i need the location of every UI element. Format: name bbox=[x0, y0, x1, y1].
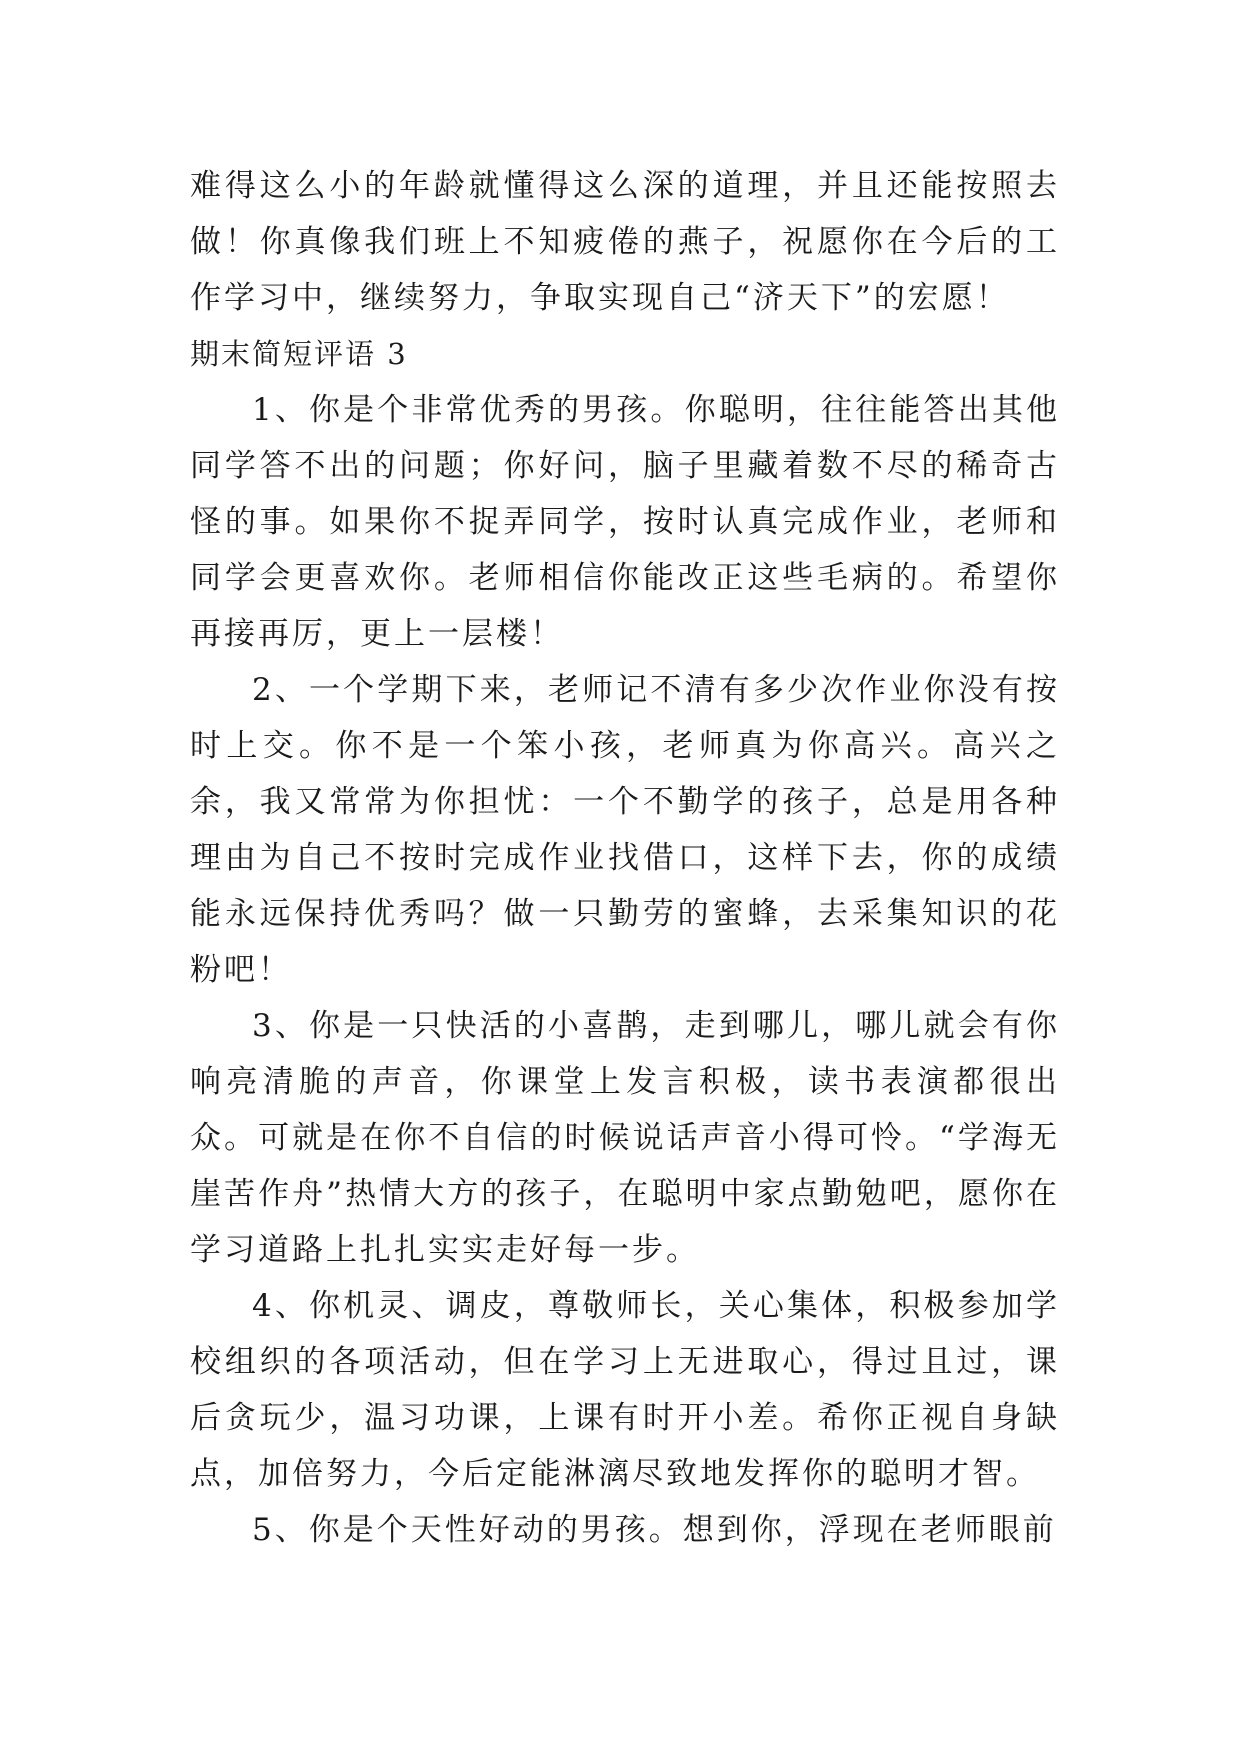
comment-item-1: 1、你是个非常优秀的男孩。你聪明，往往能答出其他同学答不出的问题；你好问，脑子里藏着数不尽的稀奇古怪的事。如果你不捉弄同学，按时认真完成作业，老师和同学会更喜欢你。老师相信你能改正这些毛病的。希望你再接再厉，更上一层楼！ bbox=[190, 392, 1060, 652]
comment-item-5: 5、你是个天性好动的男孩。想到你，浮现在老师眼前 bbox=[252, 1512, 1057, 1548]
intro-paragraph: 难得这么小的年龄就懂得这么深的道理，并且还能按照去做！你真像我们班上不知疲倦的燕子，祝愿你在今后的工作学习中，继续努力，争取实现自己“济天下”的宏愿！ bbox=[190, 168, 1060, 316]
comment-item-3: 3、你是一只快活的小喜鹊，走到哪儿，哪儿就会有你响亮清脆的声音，你课堂上发言积极，读书表演都很出众。可就是在你不自信的时候说话声音小得可怜。“学海无崖苦作舟”热情大方的孩子，在聪明中家点勤勉吧，愿你在学习道路上扎扎实实走好每一步。 bbox=[190, 1008, 1060, 1268]
document-body bbox=[190, 158, 1060, 1558]
comment-item-2: 2、一个学期下来，老师记不清有多少次作业你没有按时上交。你不是一个笨小孩，老师真为你高兴。高兴之余，我又常常为你担忧：一个不勤学的孩子，总是用各种理由为自己不按时完成作业找借口，这样下去，你的成绩能永远保持优秀吗？做一只勤劳的蜜蜂，去采集知识的花粉吧！ bbox=[190, 672, 1060, 988]
section-title: 期末简短评语 3 bbox=[190, 337, 408, 371]
comment-item-4: 4、你机灵、调皮，尊敬师长，关心集体，积极参加学校组织的各项活动，但在学习上无进取心，得过且过，课后贪玩少，温习功课，上课有时开小差。希你正视自身缺点，加倍努力，今后定能淋漓尽致地发挥你的聪明才智。 bbox=[190, 1288, 1060, 1492]
